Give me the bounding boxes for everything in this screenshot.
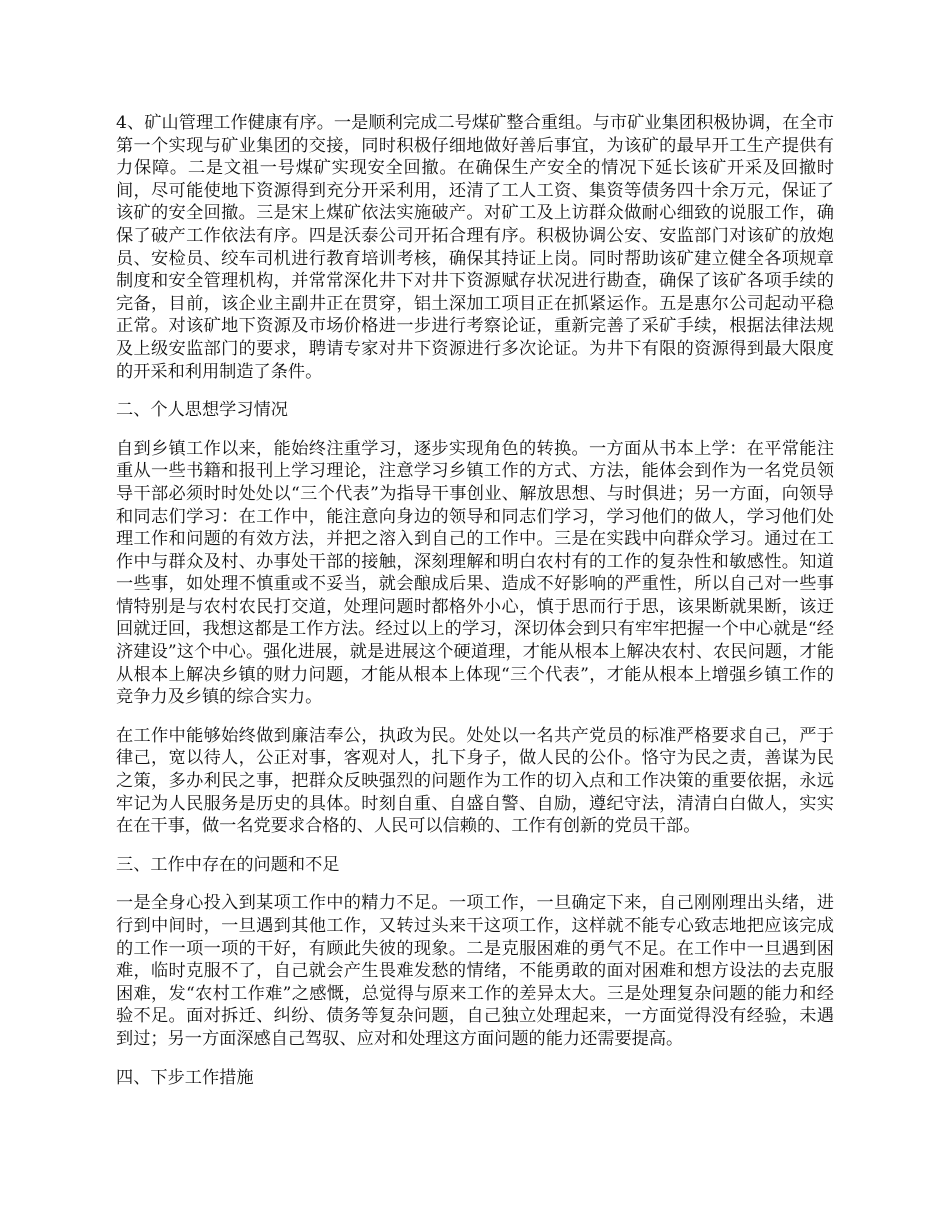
section-heading-study: 二、个人思想学习情况 <box>116 400 288 421</box>
paragraph-integrity: 在工作中能够始终做到廉洁奉公，执政为民。处处以一名共产党员的标准严格要求自己，严于律己，宽以待人，公正对事，客观对人，扎下身子，做人民的公仆。恪守为民之责，善谋为民之策，多办利民之事，把群众反映强烈的问题作为工作的切入点和工作决策的重要依据，永远牢记为人民服务是历史的具体。时刻自重、自盛自警、自励，遵纪守法，清清白白做人，实实在在干事，做一名党要求合格的、人民可以信赖的、工作有创新的党员干部。 <box>116 725 834 837</box>
section-heading-problems: 三、工作中存在的问题和不足 <box>116 854 340 875</box>
section-heading-next-steps: 四、下步工作措施 <box>116 1067 254 1088</box>
paragraph-study: 自到乡镇工作以来，能始终注重学习，逐步实现角色的转换。一方面从书本上学：在平常能注重从一些书籍和报刊上学习理论，注意学习乡镇工作的方式、方法，能体会到作为一名党员领导干部必须时时处处以“三个代表”为指导干事创业、解放思想、与时俱进；另一方面，向领导和同志们学习：在工作中，能注意向身边的领导和同志们学习，学习他们的做人，学习他们处理工作和问题的有效方法，并把之溶入到自己的工作中。三是在实践中向群众学习。通过在工作中与群众及村、办事处干部的接触，深刻理解和明白农村有的工作的复杂性和敏感性。知道一些事，如处理不慎重或不妥当，就会酿成后果、造成不好影响的严重性，所以自己对一些事情特别是与农村农民打交道，处理问题时都格外小心，慎于思而行于思，该果断就果断，该迂回就迂回，我想这都是工作方法。经过以上的学习，深切体会到只有牢牢把握一个中心就是“经济建设”这个中心。强化进展，就是进展这个硬道理，才能从根本上解决农村、农民问题，才能从根本上解决乡镇的财力问题，才能从根本上体现“三个代表”，才能从根本上增强乡镇工作的竞争力及乡镇的综合实力。 <box>116 438 834 708</box>
paragraph-problems: 一是全身心投入到某项工作中的精力不足。一项工作，一旦确定下来，自己刚刚理出头绪，进行到中间时，一旦遇到其他工作，又转过头来干这项工作，这样就不能专心致志地把应该完成的工作一项一项的干好，有顾此失彼的现象。二是克服困难的勇气不足。在工作中一旦遇到困难，临时克服不了，自己就会产生畏难发愁的情绪，不能勇敢的面对困难和想方设法的去克服困难，发“农村工作难”之感慨，总觉得与原来工作的差异太大。三是处理复杂问题的能力和经验不足。面对拆迁、纠纷、债务等复杂问题，自己独立处理起来，一方面觉得没有经验，未遇到过；另一方面深感自己驾驭、应对和处理这方面问题的能力还需要提高。 <box>116 893 834 1049</box>
paragraph-mine-management: 4、矿山管理工作健康有序。一是顺利完成二号煤矿整合重组。与市矿业集团积极协调，在全市第一个实现与矿业集团的交接，同时积极仔细地做好善后事宜，为该矿的最早开工生产提供有力保障。二是文祖一号煤矿实现安全回撤。在确保生产安全的情况下延长该矿开采及回撤时间，尽可能使地下资源得到充分开采利用，还清了工人工资、集资等债务四十余万元，保证了该矿的安全回撤。三是宋上煤矿依法实施破产。对矿工及上访群众做耐心细致的说服工作，确保了破产工作依法有序。四是沃泰公司开拓合理有序。积极协调公安、安监部门对该矿的放炮员、安检员、绞车司机进行教育培训考核，确保其持证上岗。同时帮助该矿建立健全各项规章制度和安全管理机构，并常常深化井下对井下资源赋存状况进行勘查，确保了该矿各项手续的完备，目前，该企业主副井正在贯穿，铝土深加工项目正在抓紧运作。五是惠尔公司起动平稳正常。对该矿地下资源及市场价格进一步进行考察论证，重新完善了采矿手续，根据法律法规及上级安监部门的要求，聘请专家对井下资源进行多次论证。为井下有限的资源得到最大限度的开采和利用制造了条件。 <box>116 113 834 382</box>
